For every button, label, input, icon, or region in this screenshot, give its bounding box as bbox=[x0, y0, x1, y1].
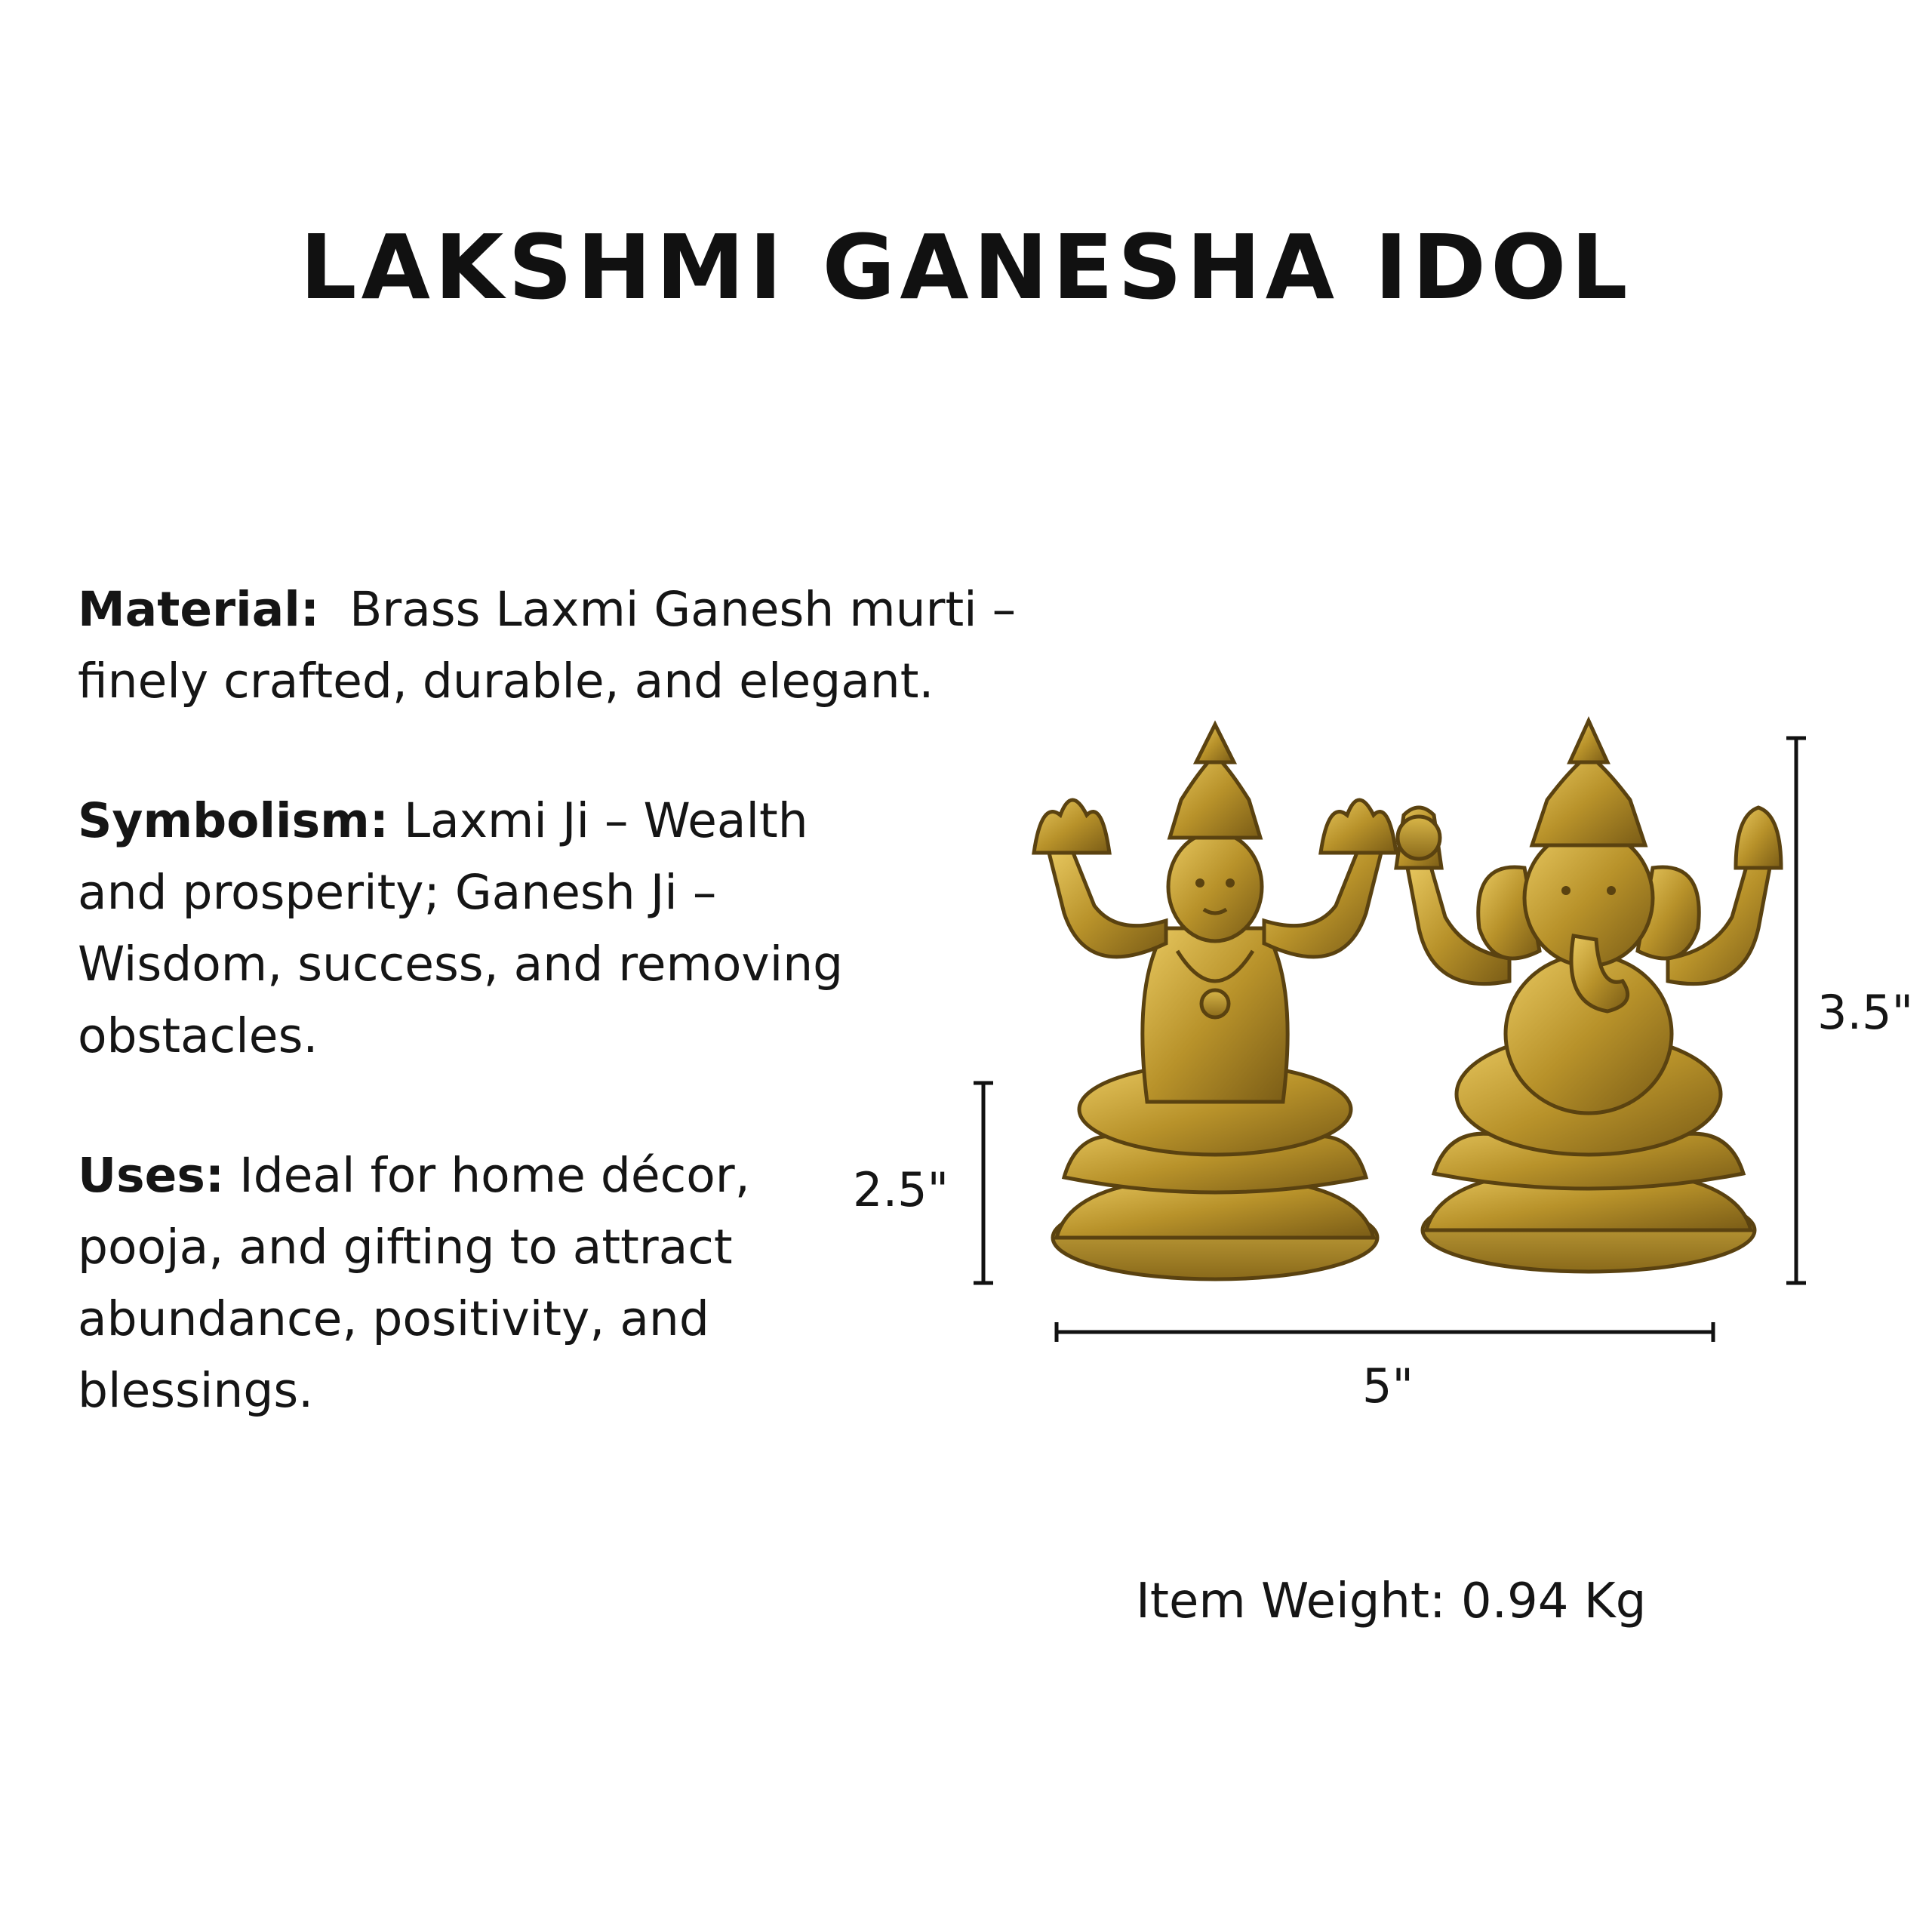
symbolism-text: Laxmi Ji – Wealth and prosperity; Ganesh Ji – Wisdom, success, and removing obstacles. bbox=[78, 793, 844, 1063]
dimension-line-lakshmi-height bbox=[974, 1083, 993, 1283]
item-weight-label: Item Weight: bbox=[1136, 1574, 1446, 1629]
uses-label: Uses: bbox=[78, 1148, 225, 1203]
symbolism-label: Symbolism: bbox=[78, 793, 389, 848]
material-label: Material: bbox=[78, 582, 320, 637]
item-weight-value: 0.94 Kg bbox=[1460, 1574, 1647, 1629]
lakshmi-idol bbox=[1034, 724, 1396, 1279]
dimension-line-ganesha-height bbox=[1786, 738, 1806, 1283]
width-label: 5" bbox=[1362, 1358, 1414, 1414]
material-text: Brass Laxmi Ganesh murti – finely crafted, durable, and elegant. bbox=[78, 582, 1017, 709]
ganesha-idol bbox=[1396, 721, 1781, 1272]
page-title: LAKSHMI GANESHA IDOL bbox=[300, 215, 1632, 319]
ganesha-height-label: 3.5" bbox=[1817, 985, 1914, 1040]
lakshmi-height-label: 2.5" bbox=[853, 1162, 949, 1217]
item-weight bbox=[1136, 1574, 1646, 1629]
uses-text: Ideal for home décor, pooja, and gifting to attract abundance, positivity, and blessings. bbox=[78, 1148, 750, 1418]
dimension-line-width bbox=[1057, 1322, 1713, 1342]
